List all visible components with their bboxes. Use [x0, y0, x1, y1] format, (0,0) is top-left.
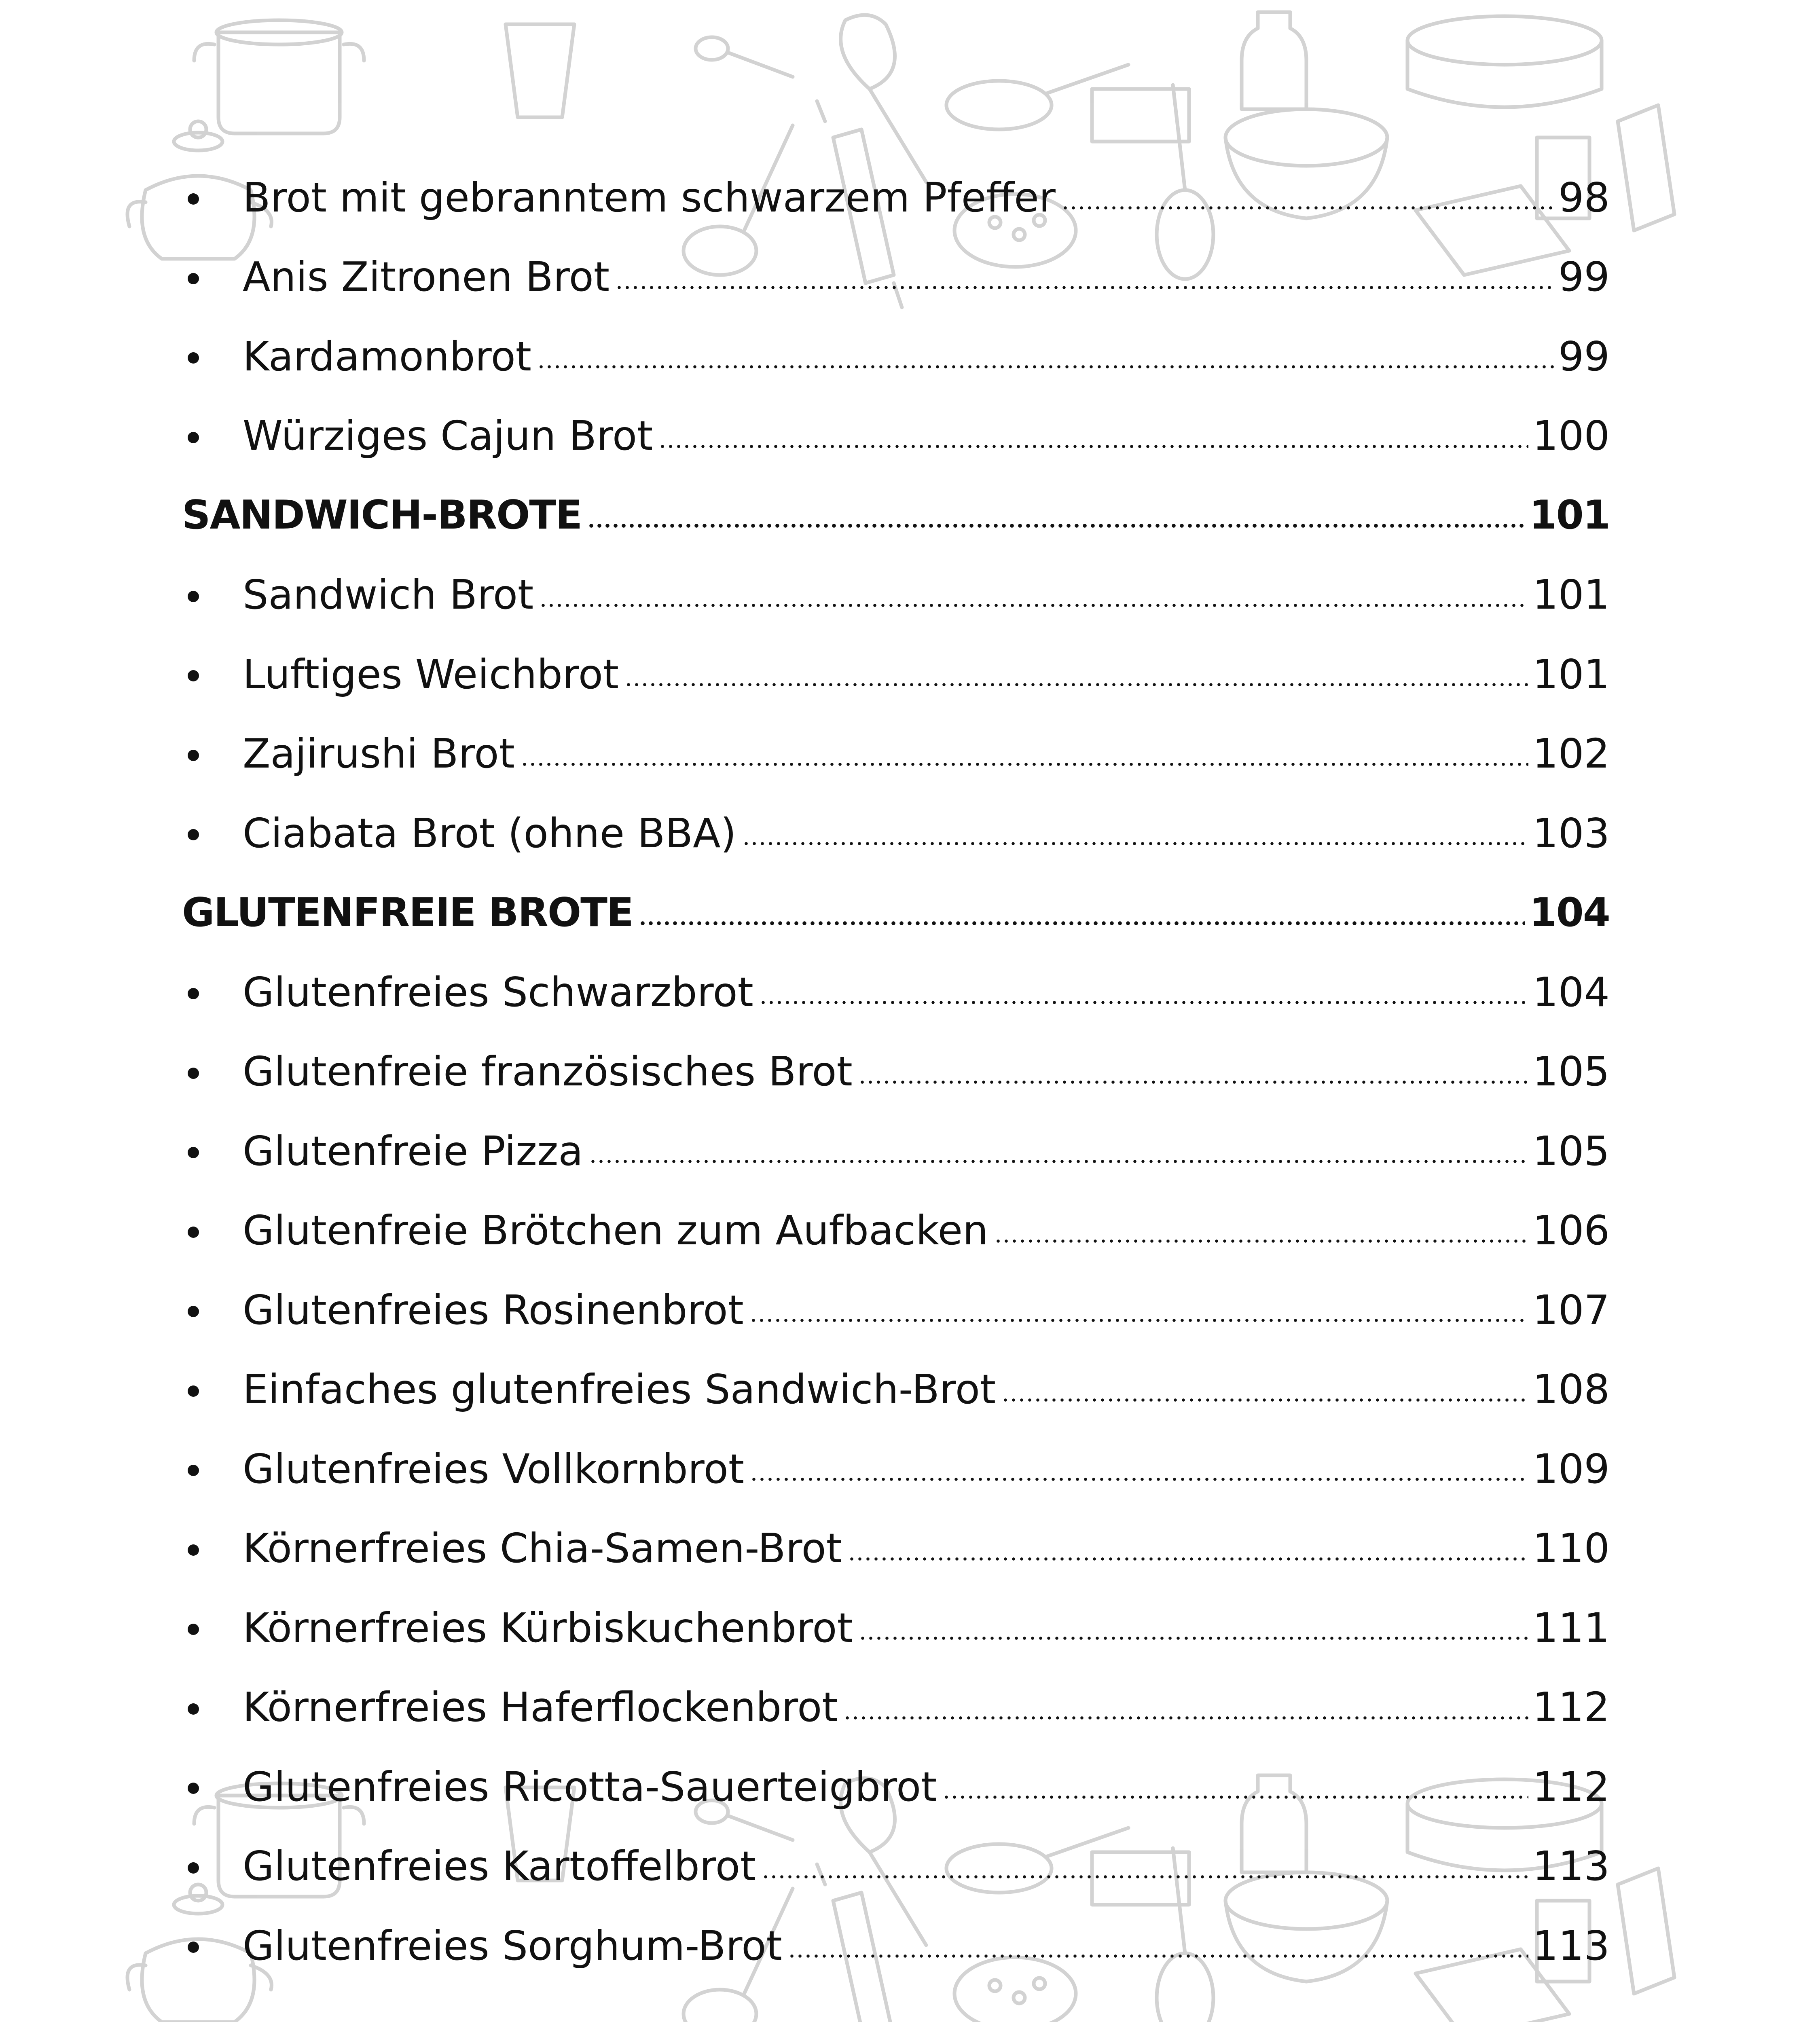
dot-leader [639, 921, 1526, 925]
bullet-icon [188, 591, 199, 602]
toc-page-number: 112 [1532, 1763, 1610, 1810]
toc-page-number: 103 [1532, 809, 1610, 857]
toc-entry-title: Glutenfreie Brötchen zum Aufbacken [243, 1207, 988, 1254]
bullet-icon [188, 1068, 199, 1079]
toc-entry-title: Ciabata Brot (ohne BBA) [243, 809, 736, 857]
bullet-icon [188, 352, 199, 364]
toc-entry[interactable] [182, 1191, 1610, 1271]
toc-entry[interactable] [182, 1429, 1610, 1509]
toc-page-number: 100 [1532, 412, 1610, 460]
toc-entry-title: Körnerfreies Haferflockenbrot [243, 1684, 838, 1731]
toc-page-number: 111 [1532, 1604, 1610, 1652]
dot-leader [537, 365, 1554, 369]
toc-page-number: 101 [1532, 650, 1610, 698]
dot-leader [624, 683, 1528, 687]
toc-page-number: 98 [1558, 173, 1610, 221]
toc-entry-title: Glutenfreie Pizza [243, 1127, 583, 1175]
toc-page-number: 104 [1529, 889, 1610, 936]
toc-page-number: 99 [1558, 332, 1610, 380]
toc-entry-title: Glutenfreies Kartoffelbrot [243, 1842, 756, 1890]
bullet-icon [188, 1385, 199, 1397]
toc-entry[interactable] [182, 1827, 1610, 1906]
toc-page-number: 113 [1532, 1922, 1610, 1969]
dot-leader [750, 1477, 1528, 1481]
toc-entry-title: Glutenfreies Sorghum-Brot [243, 1922, 782, 1969]
toc-entry[interactable] [182, 1906, 1610, 1986]
toc-entry-title: Körnerfreies Kürbiskuchenbrot [243, 1604, 853, 1652]
toc-entry-title: Glutenfreies Vollkornbrot [243, 1445, 745, 1493]
toc-entry-title: Glutenfreies Schwarzbrot [243, 968, 753, 1016]
table-of-contents [182, 158, 1610, 1986]
toc-page-number: 112 [1532, 1684, 1610, 1731]
bullet-icon [188, 1783, 199, 1794]
dot-leader [749, 1318, 1528, 1322]
bullet-icon [188, 1544, 199, 1556]
dot-leader [858, 1080, 1528, 1084]
toc-entry[interactable] [182, 396, 1610, 476]
bullet-icon [188, 988, 199, 999]
bullet-icon [188, 1862, 199, 1874]
dot-leader [615, 286, 1554, 290]
bullet-icon [188, 1147, 199, 1158]
toc-page-number: 107 [1532, 1286, 1610, 1334]
bullet-icon [188, 1227, 199, 1238]
toc-entry-title: Zajirushi Brot [243, 730, 515, 778]
bullet-icon [188, 1624, 199, 1635]
toc-page-number: 108 [1532, 1366, 1610, 1413]
toc-entry-title: Körnerfreies Chia-Samen-Brot [243, 1525, 842, 1572]
dot-leader [742, 842, 1529, 846]
toc-page-number: 106 [1532, 1207, 1610, 1254]
dot-leader [762, 1875, 1528, 1879]
dot-leader [1061, 206, 1554, 210]
toc-page-number: 113 [1532, 1842, 1610, 1890]
toc-page-number: 105 [1532, 1048, 1610, 1096]
bullet-icon [188, 193, 199, 205]
toc-entry[interactable] [182, 635, 1610, 714]
toc-entry[interactable] [182, 1270, 1610, 1350]
toc-page-number: 102 [1532, 730, 1610, 778]
bullet-icon [188, 670, 199, 681]
toc-section-heading[interactable] [182, 873, 1610, 953]
bullet-icon [188, 1306, 199, 1317]
toc-entry[interactable] [182, 317, 1610, 396]
toc-page-number: 109 [1532, 1445, 1610, 1493]
dot-leader [942, 1795, 1528, 1799]
toc-entry[interactable] [182, 1509, 1610, 1588]
toc-page-number: 101 [1532, 571, 1610, 619]
dot-leader [658, 444, 1528, 448]
toc-entry[interactable] [182, 1350, 1610, 1430]
toc-page-number: 110 [1532, 1525, 1610, 1572]
toc-entry-title: GLUTENFREIE BROTE [182, 889, 633, 936]
toc-entry-title: Würziges Cajun Brot [243, 412, 653, 460]
bullet-icon [188, 750, 199, 761]
dot-leader [848, 1557, 1528, 1561]
toc-section-heading[interactable] [182, 476, 1610, 555]
toc-entry[interactable] [182, 793, 1610, 873]
dot-leader [843, 1716, 1528, 1720]
bullet-icon [188, 1942, 199, 1953]
toc-entry-title: Sandwich Brot [243, 571, 534, 619]
toc-entry[interactable] [182, 555, 1610, 635]
dot-leader [1001, 1398, 1528, 1402]
toc-entry-title: Glutenfreies Ricotta-Sauerteigbrot [243, 1763, 937, 1810]
toc-entry-title: Einfaches glutenfreies Sandwich-Brot [243, 1366, 996, 1413]
toc-entry-title: Glutenfreies Rosinenbrot [243, 1286, 744, 1334]
toc-entry[interactable] [182, 952, 1610, 1032]
toc-page-number: 101 [1529, 492, 1610, 539]
toc-page-number: 104 [1532, 968, 1610, 1016]
toc-entry-title: Glutenfreie französisches Brot [243, 1048, 853, 1096]
toc-page-number: 99 [1558, 253, 1610, 301]
toc-entry[interactable] [182, 1588, 1610, 1668]
dot-leader [859, 1636, 1528, 1640]
bullet-icon [188, 432, 199, 443]
dot-leader [539, 603, 1528, 607]
bullet-icon [188, 829, 199, 840]
toc-entry-title: Anis Zitronen Brot [243, 253, 610, 301]
bullet-icon [188, 1703, 199, 1715]
toc-entry[interactable] [182, 1747, 1610, 1827]
bullet-icon [188, 1465, 199, 1476]
dot-leader [589, 1159, 1528, 1163]
bullet-icon [188, 273, 199, 284]
dot-leader [994, 1239, 1529, 1243]
toc-entry-title: Luftiges Weichbrot [243, 650, 619, 698]
toc-entry-title: Brot mit gebranntem schwarzem Pfeffer [243, 173, 1056, 221]
dot-leader [587, 524, 1525, 528]
dot-leader [788, 1954, 1528, 1958]
toc-entry[interactable] [182, 158, 1610, 237]
toc-entry-title: SANDWICH-BROTE [182, 492, 582, 539]
dot-leader [521, 762, 1528, 766]
toc-entry[interactable] [182, 714, 1610, 794]
toc-entry[interactable] [182, 1668, 1610, 1747]
toc-page-number: 105 [1532, 1127, 1610, 1175]
toc-entry-title: Kardamonbrot [243, 332, 531, 380]
toc-entry[interactable] [182, 237, 1610, 317]
dot-leader [759, 1000, 1528, 1005]
toc-entry[interactable] [182, 1032, 1610, 1112]
toc-entry[interactable] [182, 1111, 1610, 1191]
